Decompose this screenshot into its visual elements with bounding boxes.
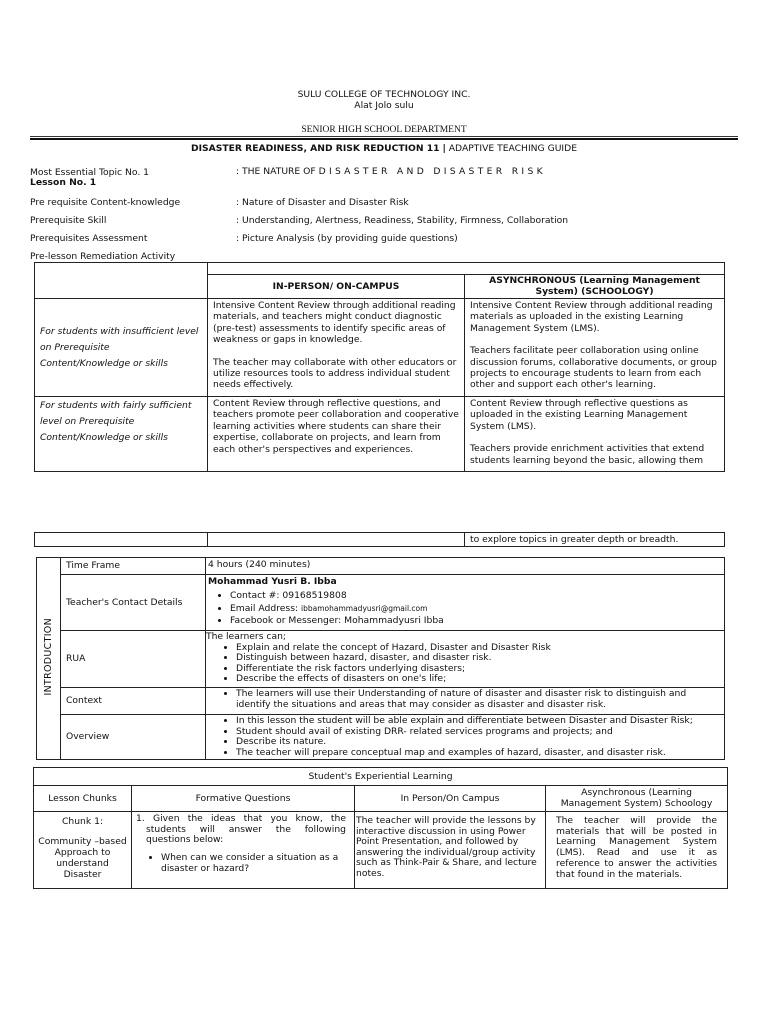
- context-label: Context: [61, 688, 206, 715]
- remediation-continued-row: [35, 533, 725, 547]
- overview-list: [206, 716, 719, 758]
- in-person-activity: The teacher will provide the lessons by interactive discussion in using Power Point Presentation, and followed by answering the individual/group activity such as Think-Pair & Share, and lecture notes.: [355, 812, 546, 889]
- row-insufficient-inperson-b: The teacher may collaborate with other educators or utilize resources tools to address individual student needs effectively.: [213, 356, 457, 391]
- experiential-header-row: [34, 786, 728, 812]
- header-rule-thin: [30, 136, 738, 137]
- title-separator: |: [442, 143, 446, 154]
- chunk-title: Chunk 1:: [62, 816, 104, 827]
- overview-label: Overview: [61, 715, 206, 760]
- remediation-spacer-row: [35, 263, 725, 275]
- document-title: [0, 143, 768, 154]
- header-lesson-chunks: Lesson Chunks: [34, 786, 132, 812]
- prereq-content-value: : Nature of Disaster and Disaster Risk: [236, 197, 409, 208]
- overview-item: • In this lesson the student will be able explain and differentiate between Disaster and Disaster Risk;: [236, 716, 719, 727]
- introduction-table: [36, 557, 725, 760]
- row-insufficient-inperson-a: Intensive Content Review through additional reading materials, and teachers might conduct diagnostic (pre-test) assessments to identify specific areas of weakness or gaps in knowledge.: [213, 300, 456, 346]
- chunk-cell: [34, 812, 132, 889]
- row-fairly-async-b: Teachers provide enrichment activities that extend students learning beyond the basic, allowing them: [470, 443, 705, 466]
- formative-question-main: 1. Given the ideas that you know, the students will answer the following questions below:: [136, 813, 346, 846]
- experiential-title: Student's Experiential Learning: [34, 768, 728, 786]
- rua-content: [206, 631, 725, 688]
- contact-label: Teacher's Contact Details: [61, 575, 206, 631]
- overview-row: [37, 715, 725, 760]
- remediation-continued-table: [34, 532, 725, 547]
- remediation-top-cell: [208, 263, 725, 275]
- row-insufficient-inperson: [208, 299, 465, 397]
- contact-row: [37, 575, 725, 631]
- row-fairly-async-a: Content Review through reflective questions as uploaded in the existing Learning Management System (LMS).: [470, 398, 688, 432]
- context-item: • The learners will use their Understanding of nature of disaster and disaster risk to distinguish and identify the situations and areas that may consider as disaster and disaster risk.: [236, 689, 719, 710]
- rua-item: • Distinguish between hazard, disaster, and disaster risk.: [236, 653, 719, 664]
- header-rule-thick: [30, 138, 738, 140]
- rua-list: [206, 643, 719, 685]
- row-fairly-inperson: Content Review through reflective questions, and teachers promote peer collaboration and cooperative learning activities where students can share their expertise, collaborate on projects, and learn from each other's perspectives and experiences.: [208, 397, 465, 472]
- row-insufficient-label: For students with insufficient level on Prerequisite Content/Knowledge or skills: [35, 299, 208, 397]
- row-fairly-label: For students with fairly sufficient level on Prerequisite Content/Knowledge or skills: [35, 397, 208, 472]
- row-insufficient-async-b: Teachers facilitate peer collaboration using online discussion forums, collaborative documents, or group projects to encourage students to learn from each other and support each other's learning.: [470, 345, 717, 391]
- rua-label: RUA: [61, 631, 206, 688]
- col-inperson-header: IN-PERSON/ ON-CAMPUS: [208, 275, 465, 299]
- introduction-side-label: INTRODUCTION: [42, 618, 54, 696]
- rua-item: • Differentiate the risk factors underlying disasters;: [236, 664, 719, 675]
- contact-facebook: • Facebook or Messenger: Mohammadyusri Ibba: [230, 615, 719, 628]
- row-fairly-async: [465, 397, 725, 472]
- rua-row: [37, 631, 725, 688]
- header-formative-questions: Formative Questions: [132, 786, 355, 812]
- chunk-row: [34, 812, 728, 889]
- school-name: SULU COLLEGE OF TECHNOLOGY INC.: [297, 89, 471, 100]
- overview-content: [206, 715, 725, 760]
- department-name: SENIOR HIGH SCHOOL DEPARTMENT: [301, 125, 467, 135]
- context-list: [206, 689, 719, 710]
- col-async-header: ASYNCHRONOUS (Learning Management System) (SCHOOLOGY): [465, 275, 725, 299]
- prereq-assessment-label: Prerequisites Assessment: [30, 233, 148, 244]
- formative-questions-cell: [132, 812, 355, 889]
- prereq-skill-label: Prerequisite Skill: [30, 215, 107, 226]
- contact-phone: • Contact #: 09168519808: [230, 590, 719, 603]
- topic-value-prefix: : THE NATURE OF: [236, 166, 316, 177]
- teacher-name: Mohammad Yusri B. Ibba: [208, 576, 337, 587]
- async-activity: The teacher will provide the materials that will be posted in Learning Management System (LMS). Read and use it as reference to answer the activities that found in the materials.: [546, 812, 728, 889]
- remediation-table: [34, 262, 725, 472]
- row-insufficient-async: [465, 299, 725, 397]
- experiential-title-row: [34, 768, 728, 786]
- topic-label: Most Essential Topic No. 1: [30, 167, 150, 178]
- lesson-label: Lesson No. 1: [30, 177, 97, 188]
- continued-async-text: to explore topics in greater depth or breadth.: [465, 533, 725, 547]
- context-content: [206, 688, 725, 715]
- formative-question-item: • When can we consider a situation as a disaster or hazard?: [161, 853, 346, 874]
- rua-item: • Explain and relate the concept of Hazard, Disaster and Disaster Risk: [236, 643, 719, 654]
- introduction-side-cell: [37, 558, 61, 760]
- chunk-description: Community –based Approach to understand Disaster: [38, 836, 127, 880]
- header-async: Asynchronous (Learning Management System) Schoology: [546, 786, 728, 812]
- topic-value-spaced: D I S A S T E R A N D D I S A S T E R R I S K: [318, 166, 543, 177]
- overview-item: • Student should avail of existing DRR- related services programs and projects; and: [236, 727, 719, 738]
- overview-item: • The teacher will prepare conceptual map and examples of hazard, disaster, and disaster risk.: [236, 748, 719, 759]
- remediation-row-insufficient: [35, 299, 725, 397]
- rua-intro: The learners can;: [206, 631, 287, 642]
- prereq-assessment-value: : Picture Analysis (by providing guide questions): [236, 233, 458, 244]
- time-frame-row: [37, 558, 725, 575]
- continued-empty-cell-1: [35, 533, 208, 547]
- prereq-content-label: Pre requisite Content-knowledge: [30, 197, 181, 208]
- contact-email: [230, 603, 719, 616]
- subject-title: DISASTER READINESS, AND RISK REDUCTION 11: [190, 143, 440, 154]
- context-row: [37, 688, 725, 715]
- experiential-table: [33, 767, 728, 889]
- remediation-corner-cell: [35, 263, 208, 299]
- remediation-label: Pre-lesson Remediation Activity: [30, 251, 176, 262]
- remediation-row-fairly: [35, 397, 725, 472]
- email-value: ibbamohammadyusri@gmail.com: [301, 603, 428, 613]
- email-label: Email Address:: [230, 602, 299, 614]
- row-insufficient-async-a: Intensive Content Review through additional reading materials as uploaded in the existing Learning Management System (LMS).: [470, 300, 713, 334]
- time-frame-value: 4 hours (240 minutes): [206, 558, 725, 575]
- time-frame-label: Time Frame: [61, 558, 206, 575]
- contact-details: [206, 575, 725, 631]
- school-address: Alat Jolo sulu: [354, 100, 414, 111]
- overview-item: • Describe its nature.: [236, 737, 719, 748]
- formative-question-list: [136, 853, 346, 874]
- topic-value: [236, 166, 543, 177]
- rua-item: • Describe the effects of disasters on one's life;: [236, 674, 719, 685]
- continued-empty-cell-2: [208, 533, 465, 547]
- prereq-skill-value: : Understanding, Alertness, Readiness, Stability, Firmness, Collaboration: [236, 215, 569, 226]
- contact-list: [208, 590, 719, 628]
- header-in-person: In Person/On Campus: [355, 786, 546, 812]
- guide-type: ADAPTIVE TEACHING GUIDE: [448, 143, 578, 154]
